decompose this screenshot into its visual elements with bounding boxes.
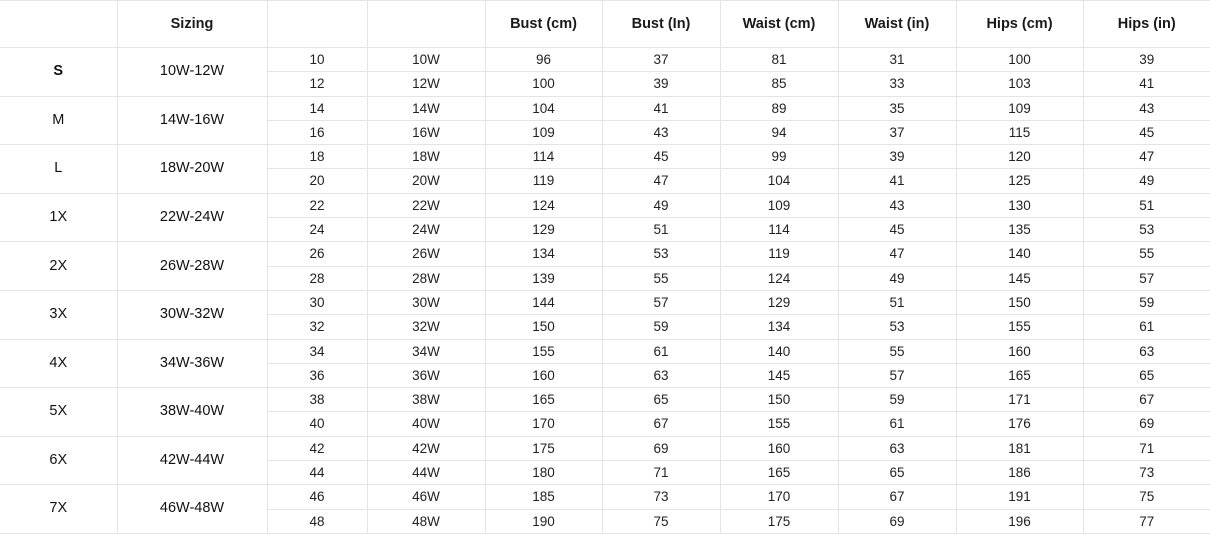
waist-cm-cell: 140 xyxy=(720,339,838,363)
bust-cm-cell: 100 xyxy=(485,72,602,96)
hips-in-cell: 77 xyxy=(1083,509,1210,533)
numeric-size-w-cell: 10W xyxy=(367,48,485,72)
numeric-size-cell: 34 xyxy=(267,339,367,363)
hips-in-cell: 59 xyxy=(1083,290,1210,314)
numeric-size-w-cell: 28W xyxy=(367,266,485,290)
waist-in-cell: 35 xyxy=(838,96,956,120)
hips-cm-cell: 181 xyxy=(956,436,1083,460)
waist-in-cell: 31 xyxy=(838,48,956,72)
header-hips-in: Hips (in) xyxy=(1083,1,1210,48)
sizing-range: 34W-36W xyxy=(117,339,267,388)
sizing-range: 18W-20W xyxy=(117,145,267,194)
numeric-size-w-cell: 16W xyxy=(367,120,485,144)
bust-cm-cell: 144 xyxy=(485,290,602,314)
hips-cm-cell: 155 xyxy=(956,315,1083,339)
bust-cm-cell: 180 xyxy=(485,461,602,485)
waist-in-cell: 65 xyxy=(838,461,956,485)
hips-in-cell: 63 xyxy=(1083,339,1210,363)
numeric-size-cell: 22 xyxy=(267,193,367,217)
waist-cm-cell: 175 xyxy=(720,509,838,533)
bust-cm-cell: 160 xyxy=(485,363,602,387)
waist-cm-cell: 165 xyxy=(720,461,838,485)
table-row xyxy=(0,290,1210,314)
hips-cm-cell: 130 xyxy=(956,193,1083,217)
numeric-size-w-cell: 26W xyxy=(367,242,485,266)
numeric-size-cell: 20 xyxy=(267,169,367,193)
numeric-size-cell: 46 xyxy=(267,485,367,509)
bust-cm-cell: 104 xyxy=(485,96,602,120)
hips-in-cell: 67 xyxy=(1083,388,1210,412)
waist-cm-cell: 145 xyxy=(720,363,838,387)
hips-in-cell: 53 xyxy=(1083,218,1210,242)
bust-cm-cell: 155 xyxy=(485,339,602,363)
hips-cm-cell: 100 xyxy=(956,48,1083,72)
waist-in-cell: 43 xyxy=(838,193,956,217)
bust-in-cell: 59 xyxy=(602,315,720,339)
hips-in-cell: 75 xyxy=(1083,485,1210,509)
header-bust-in: Bust (In) xyxy=(602,1,720,48)
size-label: 2X xyxy=(0,242,117,291)
hips-in-cell: 45 xyxy=(1083,120,1210,144)
numeric-size-cell: 12 xyxy=(267,72,367,96)
bust-cm-cell: 119 xyxy=(485,169,602,193)
hips-cm-cell: 103 xyxy=(956,72,1083,96)
waist-cm-cell: 85 xyxy=(720,72,838,96)
waist-in-cell: 63 xyxy=(838,436,956,460)
bust-cm-cell: 129 xyxy=(485,218,602,242)
bust-in-cell: 49 xyxy=(602,193,720,217)
hips-in-cell: 61 xyxy=(1083,315,1210,339)
sizing-range: 14W-16W xyxy=(117,96,267,145)
bust-cm-cell: 185 xyxy=(485,485,602,509)
table-row xyxy=(0,388,1210,412)
waist-in-cell: 45 xyxy=(838,218,956,242)
table-row xyxy=(0,145,1210,169)
numeric-size-w-cell: 42W xyxy=(367,436,485,460)
bust-in-cell: 53 xyxy=(602,242,720,266)
table-header xyxy=(0,1,1210,48)
size-label: 7X xyxy=(0,485,117,534)
hips-in-cell: 55 xyxy=(1083,242,1210,266)
numeric-size-w-cell: 14W xyxy=(367,96,485,120)
hips-cm-cell: 196 xyxy=(956,509,1083,533)
waist-cm-cell: 160 xyxy=(720,436,838,460)
table-body xyxy=(0,48,1210,534)
sizing-range: 10W-12W xyxy=(117,48,267,97)
hips-cm-cell: 135 xyxy=(956,218,1083,242)
bust-cm-cell: 109 xyxy=(485,120,602,144)
table-row xyxy=(0,485,1210,509)
hips-cm-cell: 115 xyxy=(956,120,1083,144)
numeric-size-w-cell: 30W xyxy=(367,290,485,314)
waist-in-cell: 67 xyxy=(838,485,956,509)
bust-cm-cell: 96 xyxy=(485,48,602,72)
hips-cm-cell: 186 xyxy=(956,461,1083,485)
numeric-size-cell: 16 xyxy=(267,120,367,144)
bust-in-cell: 57 xyxy=(602,290,720,314)
hips-in-cell: 47 xyxy=(1083,145,1210,169)
size-label: L xyxy=(0,145,117,194)
hips-cm-cell: 150 xyxy=(956,290,1083,314)
bust-cm-cell: 139 xyxy=(485,266,602,290)
sizing-range: 26W-28W xyxy=(117,242,267,291)
numeric-size-w-cell: 40W xyxy=(367,412,485,436)
size-label: 1X xyxy=(0,193,117,242)
bust-cm-cell: 114 xyxy=(485,145,602,169)
size-label: 3X xyxy=(0,290,117,339)
numeric-size-w-cell: 12W xyxy=(367,72,485,96)
waist-cm-cell: 150 xyxy=(720,388,838,412)
numeric-size-cell: 36 xyxy=(267,363,367,387)
hips-cm-cell: 109 xyxy=(956,96,1083,120)
sizing-range: 46W-48W xyxy=(117,485,267,534)
bust-cm-cell: 124 xyxy=(485,193,602,217)
bust-in-cell: 41 xyxy=(602,96,720,120)
waist-in-cell: 47 xyxy=(838,242,956,266)
bust-in-cell: 61 xyxy=(602,339,720,363)
waist-in-cell: 39 xyxy=(838,145,956,169)
waist-in-cell: 37 xyxy=(838,120,956,144)
bust-in-cell: 45 xyxy=(602,145,720,169)
numeric-size-w-cell: 20W xyxy=(367,169,485,193)
hips-cm-cell: 145 xyxy=(956,266,1083,290)
numeric-size-w-cell: 24W xyxy=(367,218,485,242)
hips-in-cell: 71 xyxy=(1083,436,1210,460)
bust-in-cell: 43 xyxy=(602,120,720,144)
header-sizing: Sizing xyxy=(117,1,267,48)
header-size xyxy=(0,1,117,48)
numeric-size-w-cell: 46W xyxy=(367,485,485,509)
sizing-range: 38W-40W xyxy=(117,388,267,437)
numeric-size-w-cell: 44W xyxy=(367,461,485,485)
size-label: M xyxy=(0,96,117,145)
bust-cm-cell: 165 xyxy=(485,388,602,412)
waist-cm-cell: 134 xyxy=(720,315,838,339)
hips-cm-cell: 171 xyxy=(956,388,1083,412)
hips-cm-cell: 176 xyxy=(956,412,1083,436)
sizing-range: 42W-44W xyxy=(117,436,267,485)
waist-in-cell: 57 xyxy=(838,363,956,387)
bust-in-cell: 69 xyxy=(602,436,720,460)
waist-in-cell: 53 xyxy=(838,315,956,339)
sizing-range: 30W-32W xyxy=(117,290,267,339)
hips-in-cell: 57 xyxy=(1083,266,1210,290)
waist-in-cell: 49 xyxy=(838,266,956,290)
table-row xyxy=(0,436,1210,460)
hips-in-cell: 65 xyxy=(1083,363,1210,387)
hips-cm-cell: 191 xyxy=(956,485,1083,509)
numeric-size-w-cell: 32W xyxy=(367,315,485,339)
bust-in-cell: 67 xyxy=(602,412,720,436)
hips-cm-cell: 140 xyxy=(956,242,1083,266)
hips-in-cell: 41 xyxy=(1083,72,1210,96)
hips-in-cell: 73 xyxy=(1083,461,1210,485)
numeric-size-cell: 40 xyxy=(267,412,367,436)
table-row xyxy=(0,339,1210,363)
numeric-size-cell: 26 xyxy=(267,242,367,266)
numeric-size-cell: 24 xyxy=(267,218,367,242)
waist-in-cell: 59 xyxy=(838,388,956,412)
header-waist-in: Waist (in) xyxy=(838,1,956,48)
header-bust-cm: Bust (cm) xyxy=(485,1,602,48)
numeric-size-w-cell: 22W xyxy=(367,193,485,217)
waist-cm-cell: 104 xyxy=(720,169,838,193)
bust-cm-cell: 170 xyxy=(485,412,602,436)
numeric-size-w-cell: 34W xyxy=(367,339,485,363)
waist-cm-cell: 109 xyxy=(720,193,838,217)
header-hips-cm: Hips (cm) xyxy=(956,1,1083,48)
waist-cm-cell: 89 xyxy=(720,96,838,120)
hips-cm-cell: 160 xyxy=(956,339,1083,363)
hips-cm-cell: 165 xyxy=(956,363,1083,387)
waist-cm-cell: 99 xyxy=(720,145,838,169)
hips-in-cell: 51 xyxy=(1083,193,1210,217)
waist-cm-cell: 170 xyxy=(720,485,838,509)
bust-in-cell: 65 xyxy=(602,388,720,412)
numeric-size-cell: 18 xyxy=(267,145,367,169)
hips-cm-cell: 125 xyxy=(956,169,1083,193)
hips-in-cell: 43 xyxy=(1083,96,1210,120)
numeric-size-w-cell: 48W xyxy=(367,509,485,533)
bust-in-cell: 55 xyxy=(602,266,720,290)
table-row xyxy=(0,242,1210,266)
bust-in-cell: 37 xyxy=(602,48,720,72)
size-label: 5X xyxy=(0,388,117,437)
numeric-size-cell: 32 xyxy=(267,315,367,339)
bust-in-cell: 71 xyxy=(602,461,720,485)
numeric-size-cell: 48 xyxy=(267,509,367,533)
numeric-size-cell: 10 xyxy=(267,48,367,72)
header-waist-cm: Waist (cm) xyxy=(720,1,838,48)
size-label: 6X xyxy=(0,436,117,485)
waist-cm-cell: 81 xyxy=(720,48,838,72)
bust-cm-cell: 134 xyxy=(485,242,602,266)
waist-cm-cell: 155 xyxy=(720,412,838,436)
bust-cm-cell: 190 xyxy=(485,509,602,533)
bust-in-cell: 75 xyxy=(602,509,720,533)
header-numeric xyxy=(267,1,367,48)
waist-in-cell: 55 xyxy=(838,339,956,363)
numeric-size-w-cell: 18W xyxy=(367,145,485,169)
header-row xyxy=(0,1,1210,48)
bust-in-cell: 39 xyxy=(602,72,720,96)
bust-in-cell: 63 xyxy=(602,363,720,387)
waist-cm-cell: 124 xyxy=(720,266,838,290)
numeric-size-cell: 42 xyxy=(267,436,367,460)
hips-in-cell: 69 xyxy=(1083,412,1210,436)
waist-cm-cell: 94 xyxy=(720,120,838,144)
table-row xyxy=(0,48,1210,72)
waist-in-cell: 41 xyxy=(838,169,956,193)
waist-in-cell: 69 xyxy=(838,509,956,533)
sizing-range: 22W-24W xyxy=(117,193,267,242)
table-row xyxy=(0,193,1210,217)
numeric-size-w-cell: 38W xyxy=(367,388,485,412)
numeric-size-cell: 28 xyxy=(267,266,367,290)
numeric-size-cell: 38 xyxy=(267,388,367,412)
table-row xyxy=(0,96,1210,120)
numeric-size-cell: 14 xyxy=(267,96,367,120)
waist-cm-cell: 119 xyxy=(720,242,838,266)
waist-cm-cell: 114 xyxy=(720,218,838,242)
hips-in-cell: 39 xyxy=(1083,48,1210,72)
header-numeric-w xyxy=(367,1,485,48)
waist-cm-cell: 129 xyxy=(720,290,838,314)
size-label: 4X xyxy=(0,339,117,388)
bust-cm-cell: 175 xyxy=(485,436,602,460)
numeric-size-cell: 44 xyxy=(267,461,367,485)
numeric-size-cell: 30 xyxy=(267,290,367,314)
waist-in-cell: 51 xyxy=(838,290,956,314)
hips-in-cell: 49 xyxy=(1083,169,1210,193)
bust-in-cell: 73 xyxy=(602,485,720,509)
waist-in-cell: 61 xyxy=(838,412,956,436)
bust-cm-cell: 150 xyxy=(485,315,602,339)
numeric-size-w-cell: 36W xyxy=(367,363,485,387)
hips-cm-cell: 120 xyxy=(956,145,1083,169)
bust-in-cell: 47 xyxy=(602,169,720,193)
waist-in-cell: 33 xyxy=(838,72,956,96)
size-label: S xyxy=(0,48,117,97)
bust-in-cell: 51 xyxy=(602,218,720,242)
